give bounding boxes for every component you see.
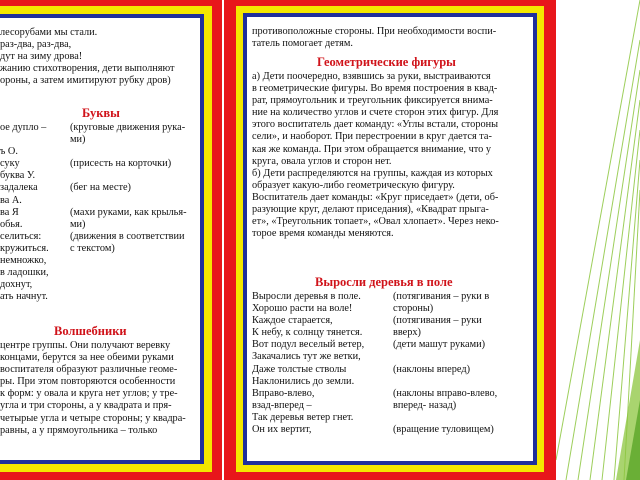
poem-line: селиться: — [0, 230, 42, 242]
text-line: угла и три стороны, а у квадрата и пря- — [0, 400, 172, 412]
text-line: противоположные стороны. При необходимости воспи- — [252, 26, 497, 37]
action-line — [70, 170, 187, 182]
right-page-panel — [224, 0, 556, 480]
heading-vyrosli-derevya: Выросли деревья в поле — [315, 275, 453, 289]
poem-line: Каждое старается, — [252, 315, 333, 327]
poem-line: в ладошки, — [0, 267, 49, 279]
action-line: ми) — [70, 218, 86, 230]
action-line: (наклоны вправо-влево, — [393, 387, 498, 399]
poem-line: Хорошо расти на воле! — [252, 303, 353, 315]
text-line: разующие круг, делают приседания), «Квадрат прыга- — [252, 204, 489, 216]
action-line — [393, 376, 497, 388]
text-line: ры. При этом повторяются особенности — [0, 376, 176, 388]
text-line: четырые угла и четыре стороны; у квадра- — [0, 412, 186, 424]
poem-line: ва А. — [0, 194, 22, 206]
poem-line: обья. — [0, 218, 23, 230]
action-line: вверх) — [393, 327, 421, 339]
left-page-panel — [0, 0, 222, 480]
poem-line: суку — [0, 158, 20, 170]
poem-line: немножко, — [0, 255, 47, 267]
action-line: (присесть на корточки) — [70, 158, 172, 170]
poem-line: ое дупло – — [0, 122, 47, 133]
text-line: концами, берутся за нее обеими руками — [0, 352, 174, 364]
text-line: ет», «Треугольник топает», «Овал хлопает». Через неко- — [252, 216, 499, 228]
text-line: образует какую-либо геометрическую фигуру. — [252, 179, 455, 191]
poem-line: Выросли деревья в поле. — [252, 291, 361, 302]
derevya-poem-left — [252, 291, 364, 436]
green-lines-decoration — [556, 0, 640, 480]
text-line: этого воспитатель дает команду: «Углы встали, стороны — [252, 119, 499, 131]
left-page-paper — [0, 18, 200, 460]
heading-bukvy: Буквы — [82, 106, 120, 120]
action-line: вперед- назад) — [393, 399, 457, 411]
action-line: (потягивания – руки в — [393, 291, 490, 302]
text-line: центре группы. Они получают веревку — [0, 340, 171, 351]
right-intro-text — [252, 26, 496, 50]
poem-line: ъ О. — [0, 146, 18, 158]
text-line: а) Дети поочередно, взявшись за руки, выстраиваются — [252, 71, 491, 82]
text-line: татель помогает детям. — [252, 38, 353, 50]
action-line — [393, 412, 497, 424]
text-line: круга, овала углов и сторон нет. — [252, 155, 392, 167]
action-line: (круговые движения рука- — [70, 122, 186, 133]
volshebniki-text — [0, 340, 186, 437]
left-intro-text — [0, 27, 175, 87]
left-intro-line: лесорубами мы стали. — [0, 27, 98, 38]
text-line: сели», и наоборот. При перестроении в круг дается та- — [252, 131, 492, 143]
action-line — [70, 195, 187, 207]
poem-line: К небу, к солнцу тянется. — [252, 327, 363, 339]
poem-line: ва Я — [0, 206, 19, 218]
right-page-paper — [247, 17, 533, 461]
text-line: равны, а у прямоугольника – только — [0, 424, 158, 436]
poem-line: Наклонились до земли. — [252, 375, 355, 387]
action-line: (вращение туловищем) — [393, 424, 494, 436]
action-line — [393, 351, 497, 363]
poem-line: Так деревья ветер гнет. — [252, 411, 354, 423]
text-line: торое время команды меняются. — [252, 228, 394, 240]
action-line: (махи руками, как крылья- — [70, 206, 187, 218]
action-line: с текстом) — [70, 242, 115, 254]
text-line: в геометрические фигуры. Во время построения в квад- — [252, 83, 498, 95]
heading-volshebniki: Волшебники — [54, 324, 127, 338]
poem-line: Закачались тут же ветки, — [252, 351, 361, 363]
action-line: (наклоны вперед) — [393, 363, 470, 375]
text-line: б) Дети распределяются на группы, каждая из которых — [252, 167, 493, 179]
poem-line: Вправо-влево, — [252, 387, 315, 399]
poem-line — [0, 134, 49, 146]
left-intro-line: раз-два, раз-два, — [0, 39, 72, 51]
poem-line: Он их вертит, — [252, 424, 312, 436]
action-line: ми) — [70, 134, 86, 146]
poem-line: кружиться. — [0, 242, 49, 254]
text-line: к форм: у овала и круга нет углов; у тре- — [0, 388, 178, 400]
action-line: (потягивания – руки — [393, 315, 482, 327]
poem-line: задалека — [0, 182, 38, 194]
poem-line: Вот подул веселый ветер, — [252, 339, 365, 351]
text-line: Воспитатель дает команды: «Круг приседает» (дети, об- — [252, 191, 499, 203]
text-line: воспитателя образуют различные геоме- — [0, 364, 178, 376]
heading-geometric-figures: Геометрические фигуры — [317, 55, 456, 69]
action-line: стороны) — [393, 303, 434, 315]
poem-line: дохнут, — [0, 279, 33, 291]
action-line — [70, 146, 187, 158]
left-intro-line: ороны, а затем имитируют рубку дров) — [0, 75, 171, 87]
poem-line: буква У. — [0, 170, 36, 182]
action-line: (дети машут руками) — [393, 339, 486, 351]
text-line: рат, прямоугольник и треугольник фиксируется внима- — [252, 95, 493, 107]
geometric-figures-text — [252, 71, 499, 240]
action-line: (движения в соответствии — [70, 230, 185, 242]
text-line: кая же команда. При этом обращается внимание, что у — [252, 143, 491, 155]
text-line: ние на количество углов и счете сторон этих фигур. Для — [252, 107, 499, 119]
poem-line: Даже толстые стволы — [252, 363, 347, 375]
bukvy-actions-right — [70, 122, 187, 255]
bukvy-poem-left — [0, 122, 49, 303]
poem-line: ать начнут. — [0, 291, 48, 303]
left-intro-line: жанию стихотворения, дети выполняют — [0, 63, 175, 75]
slide-decoration — [556, 0, 640, 480]
poem-line: взад-вперед – — [252, 399, 312, 411]
left-intro-line: дут на зиму дрова! — [0, 51, 83, 63]
derevya-actions-right — [393, 291, 497, 436]
action-line: (бег на месте) — [70, 182, 131, 194]
